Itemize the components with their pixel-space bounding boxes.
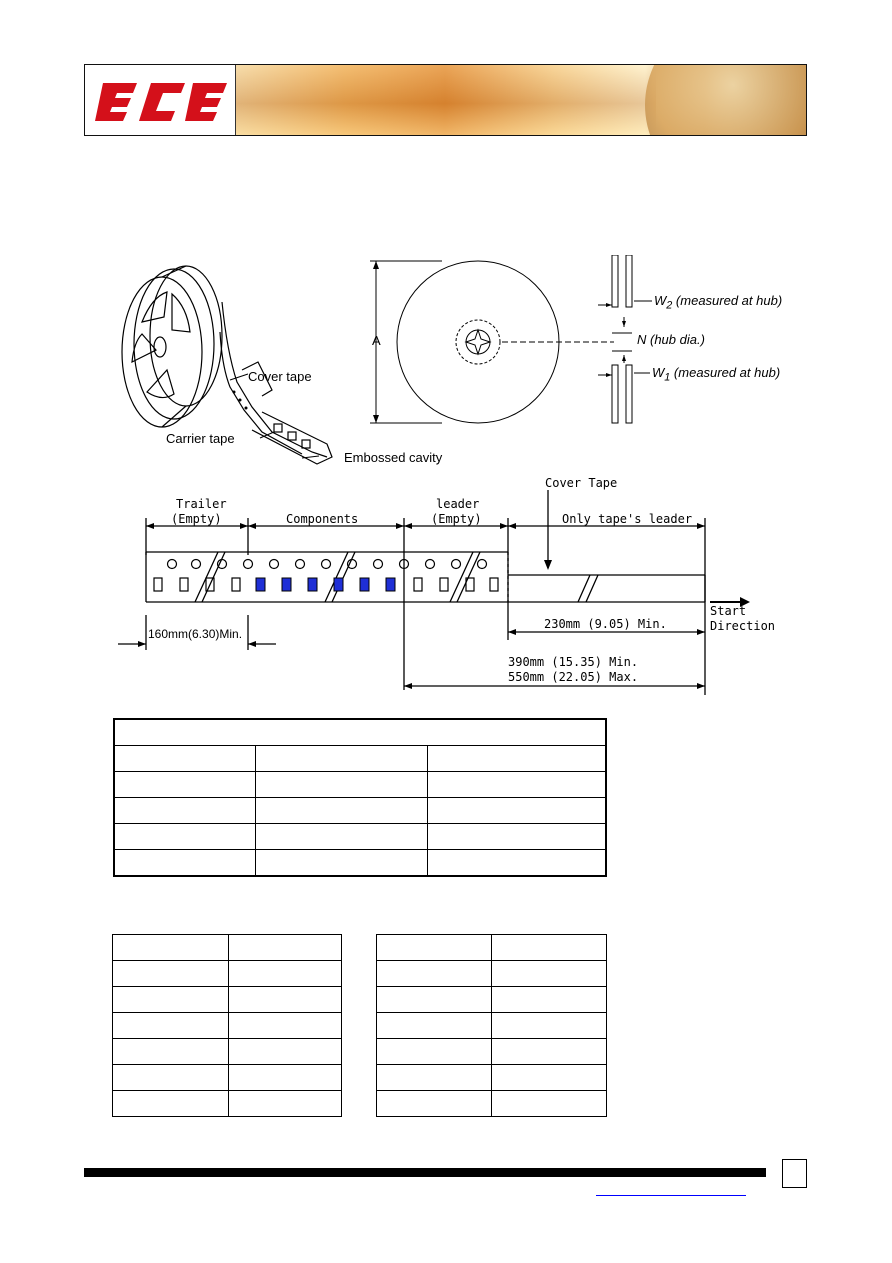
table-cell — [113, 1013, 229, 1039]
table-row — [114, 850, 606, 877]
table-cell — [377, 1091, 492, 1117]
start-label: Start — [710, 604, 747, 618]
table-cell — [229, 1013, 342, 1039]
total-min-label: 390mm (15.35) Min. — [508, 655, 639, 669]
table-row — [114, 798, 606, 824]
table-cell — [492, 1013, 607, 1039]
table-cell — [377, 987, 492, 1013]
table-cell — [492, 1065, 607, 1091]
table-row — [113, 1065, 342, 1091]
table-row — [377, 1039, 607, 1065]
table-row — [113, 1039, 342, 1065]
total-max-label: 550mm (22.05) Max. — [508, 670, 639, 684]
table-cell — [377, 935, 492, 961]
table-cell — [114, 746, 256, 772]
table-cell — [428, 772, 607, 798]
hub-diameter-label: N (hub dia.) — [637, 332, 705, 347]
table-cell — [428, 798, 607, 824]
leader-label: leader — [436, 497, 480, 511]
table-cell — [256, 850, 428, 877]
table-cell — [492, 1091, 607, 1117]
banner-divider — [235, 65, 236, 135]
table-cell — [492, 961, 607, 987]
carrier-tape-label: Carrier tape — [166, 431, 235, 446]
table-cell — [113, 1065, 229, 1091]
table-row — [113, 987, 342, 1013]
header-banner — [84, 64, 807, 136]
right-spec-table — [376, 934, 607, 1117]
table-cell — [114, 719, 606, 746]
table-cell — [113, 961, 229, 987]
table-row — [377, 961, 607, 987]
cover-tape-title: Cover Tape — [545, 476, 618, 490]
table-cell — [229, 961, 342, 987]
reel-dimension-table — [113, 718, 607, 877]
w2-note: (measured at hub) — [672, 293, 783, 308]
table-row — [377, 1091, 607, 1117]
table-row — [377, 1013, 607, 1039]
only-tape-leader-label: Only tape's leader — [562, 512, 693, 526]
table-cell — [377, 1039, 492, 1065]
left-spec-table — [112, 934, 342, 1117]
table-cell — [428, 850, 607, 877]
components-label: Components — [286, 512, 359, 526]
reel-dimension-drawing — [362, 255, 792, 430]
table-cell — [114, 850, 256, 877]
table-cell — [492, 1039, 607, 1065]
table-cell — [113, 1039, 229, 1065]
trailer-label: Trailer — [176, 497, 227, 511]
table-cell — [114, 824, 256, 850]
table-row — [113, 1091, 342, 1117]
w2-symbol: W — [654, 293, 667, 308]
w2-subscript: 2 — [666, 299, 673, 312]
table-row — [113, 961, 342, 987]
table-row — [113, 935, 342, 961]
table-cell — [256, 824, 428, 850]
table-cell — [113, 987, 229, 1013]
footer-link[interactable] — [596, 1195, 746, 1196]
reel-perspective-drawing — [112, 262, 362, 472]
leader-sub-label: (Empty) — [431, 512, 482, 526]
w1-subscript: 1 — [664, 371, 671, 384]
table-row — [377, 987, 607, 1013]
table-cell — [229, 935, 342, 961]
table-row — [377, 935, 607, 961]
table-row — [113, 1013, 342, 1039]
w1-label — [652, 365, 780, 384]
table-row — [114, 719, 606, 746]
table-row — [114, 746, 606, 772]
table-cell — [114, 798, 256, 824]
trailer-length-label: 160mm(6.30)Min. — [148, 627, 243, 641]
table-row — [114, 772, 606, 798]
trailer-sub-label: (Empty) — [171, 512, 222, 526]
w1-note: (measured at hub) — [670, 365, 781, 380]
table-row — [377, 1065, 607, 1091]
banner-background — [236, 65, 656, 135]
table-cell — [377, 1013, 492, 1039]
dimension-a-label: A — [372, 333, 381, 348]
table-cell — [114, 772, 256, 798]
table-cell — [428, 746, 607, 772]
direction-label: Direction — [710, 619, 776, 633]
table-cell — [377, 961, 492, 987]
leader-min-label: 230mm (9.05) Min. — [544, 617, 667, 631]
table-cell — [229, 1039, 342, 1065]
table-cell — [229, 1091, 342, 1117]
table-cell — [113, 1091, 229, 1117]
table-row — [114, 824, 606, 850]
table-cell — [256, 746, 428, 772]
w1-symbol: W — [652, 365, 665, 380]
w2-label — [654, 293, 782, 312]
company-logo — [93, 77, 228, 125]
table-cell — [428, 824, 607, 850]
footer-bar — [84, 1168, 766, 1177]
table-cell — [229, 987, 342, 1013]
embossed-cavity-label: Embossed cavity — [344, 450, 443, 465]
page-number-box — [782, 1159, 807, 1188]
table-cell — [113, 935, 229, 961]
cover-tape-label: Cover tape — [248, 369, 312, 384]
table-cell — [492, 935, 607, 961]
planet-image — [645, 64, 807, 136]
table-cell — [229, 1065, 342, 1091]
table-cell — [256, 798, 428, 824]
table-cell — [492, 987, 607, 1013]
table-cell — [377, 1065, 492, 1091]
table-cell — [256, 772, 428, 798]
